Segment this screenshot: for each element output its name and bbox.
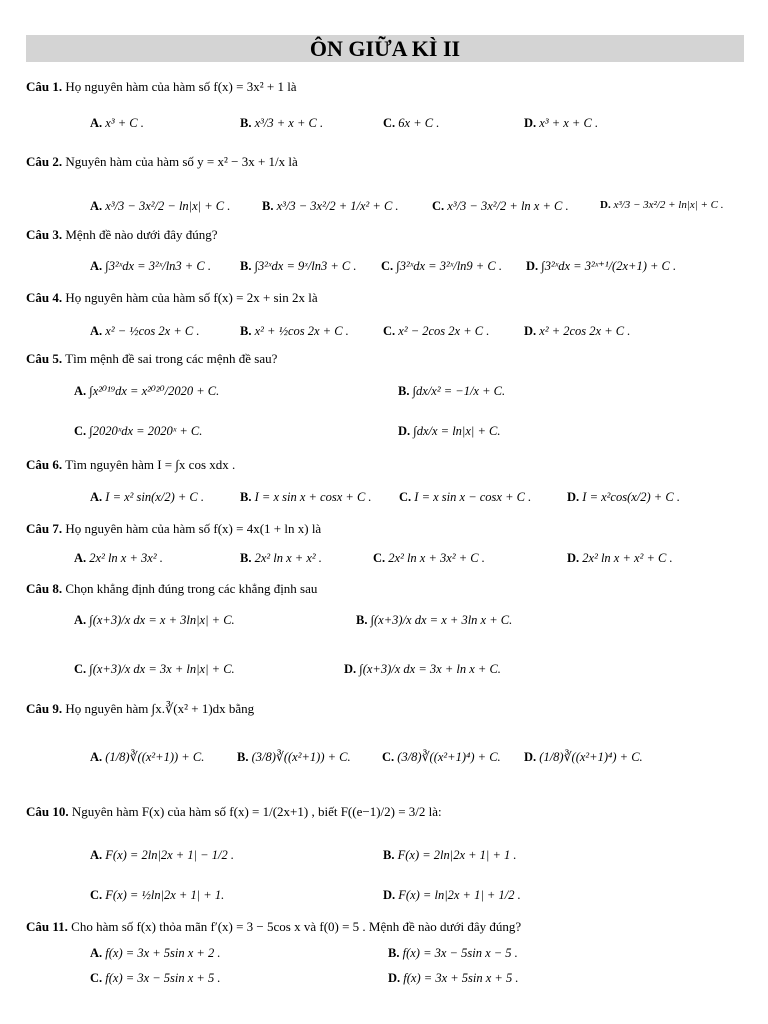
question-label: Câu 1. <box>26 79 63 94</box>
option-letter: A. <box>90 848 103 862</box>
option-letter: C. <box>90 971 103 985</box>
option-c[interactable] <box>90 888 224 902</box>
option-text: ∫3²ˣdx = 3²ˣ⁺¹/(2x+1) + C . <box>541 259 677 273</box>
question-text: Mệnh đề nào dưới đây đúng? <box>65 227 218 242</box>
option-text: f(x) = 3x + 5sin x + 5 . <box>403 971 519 985</box>
option-letter: C. <box>90 888 103 902</box>
question-text: Họ nguyên hàm của hàm số f(x) = 2x + sin 2x là <box>65 290 318 305</box>
option-text: ∫2020ˣdx = 2020ˣ + C. <box>89 424 203 438</box>
option-text: F(x) = ln|2x + 1| + 1/2 . <box>398 888 521 902</box>
option-d[interactable] <box>567 490 680 504</box>
question-text: Nguyên hàm của hàm số y = x² − 3x + 1/x là <box>65 154 298 169</box>
option-text: x³/3 − 3x²/2 + 1/x² + C . <box>276 199 399 213</box>
question-text: Tìm mệnh đề sai trong các mệnh đề sau? <box>65 351 278 366</box>
option-text: (1/8)∛((x²+1)⁴) + C. <box>539 750 643 764</box>
option-letter: D. <box>383 888 396 902</box>
option-d[interactable] <box>526 259 676 273</box>
option-text: ∫x²⁰¹⁹dx = x²⁰²⁰/2020 + C. <box>89 384 220 398</box>
option-text: 2x² ln x + x² + C . <box>582 551 673 565</box>
option-text: ∫(x+3)/x dx = x + 3ln x + C. <box>370 613 513 627</box>
option-text: 2x² ln x + x² . <box>254 551 322 565</box>
option-text: I = x² sin(x/2) + C . <box>105 490 205 504</box>
question-label: Câu 6. <box>26 457 63 472</box>
question-7 <box>26 522 321 537</box>
option-b[interactable] <box>388 946 518 960</box>
option-b[interactable] <box>356 613 512 627</box>
question-text: Nguyên hàm F(x) của hàm số f(x) = 1/(2x+1) , biết F((e−1)/2) = 3/2 là: <box>71 804 442 819</box>
option-letter: D. <box>567 551 580 565</box>
question-2 <box>26 155 298 170</box>
option-b[interactable] <box>240 551 322 565</box>
option-letter: B. <box>388 946 400 960</box>
option-a[interactable] <box>74 613 235 627</box>
option-text: ∫3²ˣdx = 3²ˣ/ln3 + C . <box>105 259 211 273</box>
option-text: x³ + C . <box>105 116 144 130</box>
option-c[interactable] <box>381 259 502 273</box>
option-text: ∫dx/x = ln|x| + C. <box>413 424 501 438</box>
option-letter: D. <box>567 490 580 504</box>
option-a[interactable] <box>90 259 211 273</box>
option-c[interactable] <box>383 116 439 130</box>
option-letter: A. <box>74 613 87 627</box>
option-letter: D. <box>524 116 537 130</box>
option-letter: A. <box>90 490 103 504</box>
option-text: F(x) = ½ln|2x + 1| + 1. <box>105 888 225 902</box>
option-b[interactable] <box>237 750 351 764</box>
option-text: x² + ½cos 2x + C . <box>254 324 349 338</box>
question-label: Câu 5. <box>26 351 63 366</box>
question-6 <box>26 458 235 473</box>
question-label: Câu 9. <box>26 701 63 716</box>
option-text: I = x²cos(x/2) + C . <box>582 490 680 504</box>
option-text: x³/3 − 3x²/2 + ln x + C . <box>447 199 569 213</box>
option-text: I = x sin x + cosx + C . <box>254 490 372 504</box>
option-c[interactable] <box>90 971 221 985</box>
question-11 <box>26 920 521 935</box>
question-10 <box>26 805 442 820</box>
question-label: Câu 4. <box>26 290 63 305</box>
option-letter: D. <box>388 971 401 985</box>
option-text: x³/3 + x + C . <box>254 116 324 130</box>
option-c[interactable] <box>382 750 501 764</box>
option-b[interactable] <box>398 384 505 398</box>
option-text: ∫3²ˣdx = 9ˣ/ln3 + C . <box>254 259 357 273</box>
option-d[interactable] <box>383 888 521 902</box>
option-letter: D. <box>524 324 537 338</box>
question-text: Chọn khẳng định đúng trong các khẳng định sau <box>65 581 318 596</box>
option-d[interactable] <box>344 662 501 676</box>
option-letter: A. <box>90 259 103 273</box>
question-label: Câu 7. <box>26 521 63 536</box>
option-text: x² + 2cos 2x + C . <box>539 324 631 338</box>
option-d[interactable] <box>600 199 724 212</box>
option-b[interactable] <box>240 116 323 130</box>
option-text: 2x² ln x + 3x² + C . <box>388 551 485 565</box>
option-text: ∫3²ˣdx = 3²ˣ/ln9 + C . <box>396 259 502 273</box>
option-text: f(x) = 3x + 5sin x + 2 . <box>105 946 221 960</box>
option-letter: A. <box>74 384 87 398</box>
option-text: 2x² ln x + 3x² . <box>89 551 163 565</box>
question-label: Câu 10. <box>26 804 69 819</box>
option-a[interactable] <box>90 116 144 130</box>
option-c[interactable] <box>74 662 235 676</box>
option-text: F(x) = 2ln|2x + 1| + 1 . <box>397 848 517 862</box>
question-label: Câu 3. <box>26 227 63 242</box>
option-d[interactable] <box>524 324 630 338</box>
option-letter: B. <box>240 324 252 338</box>
option-letter: C. <box>373 551 386 565</box>
option-text: ∫dx/x² = −1/x + C. <box>412 384 506 398</box>
option-text: f(x) = 3x − 5sin x − 5 . <box>402 946 518 960</box>
option-letter: C. <box>74 424 87 438</box>
option-a[interactable] <box>90 490 204 504</box>
option-letter: B. <box>383 848 395 862</box>
option-letter: B. <box>356 613 368 627</box>
option-a[interactable] <box>74 551 163 565</box>
option-letter: A. <box>90 750 103 764</box>
question-9 <box>26 702 254 717</box>
question-4 <box>26 291 318 306</box>
question-text: Cho hàm số f(x) thỏa mãn f′(x) = 3 − 5cos x và f(0) = 5 . Mệnh đề nào dưới đây đúng? <box>71 919 522 934</box>
option-letter: D. <box>524 750 537 764</box>
option-letter: C. <box>383 324 396 338</box>
question-1 <box>26 80 297 95</box>
option-letter: C. <box>399 490 412 504</box>
question-text: Họ nguyên hàm của hàm số f(x) = 4x(1 + ln x) là <box>65 521 322 536</box>
option-letter: D. <box>526 259 539 273</box>
option-text: F(x) = 2ln|2x + 1| − 1/2 . <box>105 848 234 862</box>
option-letter: A. <box>90 946 103 960</box>
option-text: ∫(x+3)/x dx = 3x + ln x + C. <box>359 662 501 676</box>
page-title: ÔN GIỮA KÌ II <box>26 35 744 62</box>
question-text: Họ nguyên hàm của hàm số f(x) = 3x² + 1 là <box>65 79 297 94</box>
option-letter: B. <box>237 750 249 764</box>
option-letter: A. <box>90 116 103 130</box>
option-d[interactable] <box>398 424 501 438</box>
question-label: Câu 8. <box>26 581 63 596</box>
option-letter: B. <box>262 199 274 213</box>
option-letter: C. <box>381 259 394 273</box>
option-letter: A. <box>90 199 103 213</box>
option-c[interactable] <box>432 199 569 213</box>
option-d[interactable] <box>524 116 598 130</box>
option-letter: C. <box>432 199 445 213</box>
option-letter: D. <box>398 424 411 438</box>
option-letter: D. <box>344 662 357 676</box>
option-c[interactable] <box>74 424 202 438</box>
option-text: x² − 2cos 2x + C . <box>398 324 490 338</box>
option-text: x³/3 − 3x²/2 − ln|x| + C . <box>105 199 231 213</box>
question-5 <box>26 352 277 367</box>
question-8 <box>26 582 317 597</box>
option-a[interactable] <box>90 750 204 764</box>
option-text: 6x + C . <box>398 116 440 130</box>
option-letter: C. <box>382 750 395 764</box>
option-d[interactable] <box>524 750 643 764</box>
option-b[interactable] <box>383 848 517 862</box>
option-b[interactable] <box>240 324 349 338</box>
option-letter: C. <box>74 662 87 676</box>
option-letter: C. <box>383 116 396 130</box>
option-a[interactable] <box>90 848 234 862</box>
option-text: (1/8)∛((x²+1)) + C. <box>105 750 205 764</box>
option-text: (3/8)∛((x²+1)⁴) + C. <box>397 750 501 764</box>
option-text: I = x sin x − cosx + C . <box>414 490 532 504</box>
option-text: f(x) = 3x − 5sin x + 5 . <box>105 971 221 985</box>
option-letter: A. <box>74 551 87 565</box>
question-3 <box>26 228 218 243</box>
option-a[interactable] <box>90 199 230 213</box>
option-a[interactable] <box>90 946 221 960</box>
option-b[interactable] <box>240 490 372 504</box>
option-text: x² − ½cos 2x + C . <box>105 324 200 338</box>
option-c[interactable] <box>373 551 485 565</box>
option-c[interactable] <box>399 490 531 504</box>
option-d[interactable] <box>388 971 519 985</box>
option-text: ∫(x+3)/x dx = x + 3ln|x| + C. <box>89 613 235 627</box>
option-b[interactable] <box>240 259 357 273</box>
question-text: Họ nguyên hàm ∫x.∛(x² + 1)dx bằng <box>65 701 255 716</box>
option-a[interactable] <box>90 324 200 338</box>
option-text: x³/3 − 3x²/2 + ln|x| + C . <box>613 199 724 211</box>
option-letter: A. <box>90 324 103 338</box>
question-label: Câu 2. <box>26 154 63 169</box>
option-text: (3/8)∛((x²+1)) + C. <box>251 750 351 764</box>
question-label: Câu 11. <box>26 919 68 934</box>
option-a[interactable] <box>74 384 219 398</box>
option-text: x³ + x + C . <box>539 116 599 130</box>
option-text: ∫(x+3)/x dx = 3x + ln|x| + C. <box>89 662 235 676</box>
question-text: Tìm nguyên hàm I = ∫x cos xdx . <box>65 457 236 472</box>
option-letter: B. <box>240 116 252 130</box>
option-c[interactable] <box>383 324 489 338</box>
option-letter: B. <box>240 259 252 273</box>
option-letter: B. <box>240 551 252 565</box>
option-d[interactable] <box>567 551 673 565</box>
option-letter: B. <box>240 490 252 504</box>
option-letter: B. <box>398 384 410 398</box>
option-letter: D. <box>600 199 611 211</box>
option-b[interactable] <box>262 199 399 213</box>
